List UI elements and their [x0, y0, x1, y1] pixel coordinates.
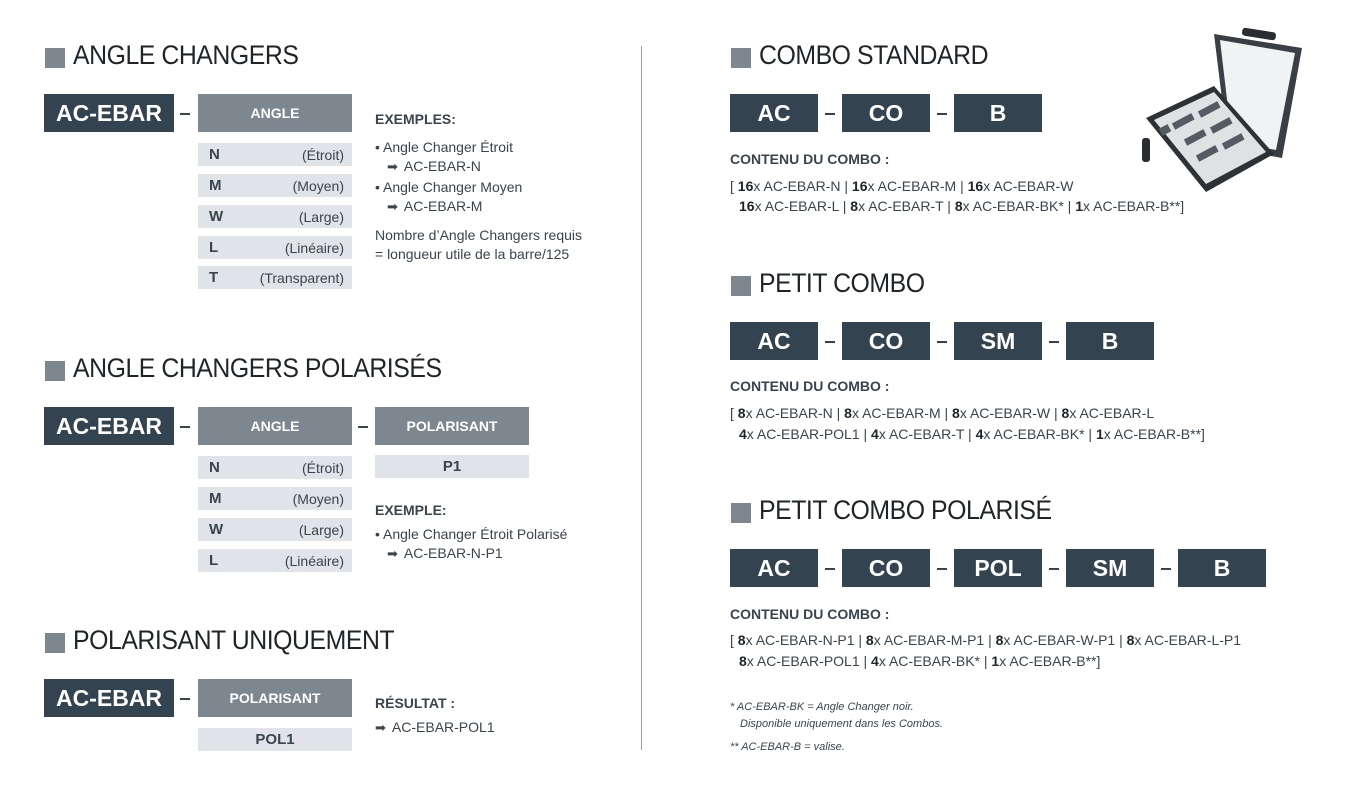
combo-part-b: B: [1066, 322, 1154, 360]
result-code: ➡ AC-EBAR-POL1: [375, 719, 495, 735]
combo-part-co: CO: [842, 94, 930, 132]
section-marker: [731, 276, 751, 296]
arrow-icon: ➡: [387, 159, 398, 174]
combo-part-ac: AC: [730, 322, 818, 360]
option-n: N (Étroit): [198, 143, 352, 166]
dash: [180, 426, 190, 428]
dash: [180, 698, 190, 700]
dash: [1161, 568, 1171, 570]
example-code: ➡ AC-EBAR-N-P1: [387, 545, 503, 561]
arrow-icon: ➡: [387, 199, 398, 214]
combo-part-co: CO: [842, 549, 930, 587]
combo-part-pol: POL: [954, 549, 1042, 587]
code-box-ac-ebar: AC-EBAR: [44, 679, 174, 717]
example-code: ➡ AC-EBAR-M: [387, 198, 483, 214]
section-marker: [45, 361, 65, 381]
combo-content-line: [ 16x AC-EBAR-N | 16x AC-EBAR-M | 16x AC-EBAR-W: [730, 178, 1074, 194]
dash: [825, 341, 835, 343]
option-m: M (Moyen): [198, 487, 352, 510]
section-title-petit-combo-polarise: PETIT COMBO POLARISÉ: [759, 495, 1052, 525]
arrow-icon: ➡: [375, 720, 386, 735]
code-box-ac-ebar: AC-EBAR: [44, 94, 174, 132]
example-text: • Angle Changer Étroit Polarisé: [375, 526, 568, 542]
combo-part-sm: SM: [954, 322, 1042, 360]
combo-part-b: B: [1178, 549, 1266, 587]
footnote: * AC-EBAR-BK = Angle Changer noir.: [730, 701, 914, 713]
combo-content-line: 4x AC-EBAR-POL1 | 4x AC-EBAR-T | 4x AC-EBAR-BK* | 1x AC-EBAR-B**]: [739, 426, 1205, 442]
result-label: RÉSULTAT :: [375, 695, 456, 711]
dash: [1049, 341, 1059, 343]
section-marker: [45, 633, 65, 653]
dash: [180, 113, 190, 115]
option-l: L (Linéaire): [198, 236, 352, 259]
example-label: EXEMPLE:: [375, 502, 447, 518]
section-title-angle-changers: ANGLE CHANGERS: [73, 40, 299, 70]
note-text: = longueur utile de la barre/125: [375, 246, 570, 262]
dash: [937, 568, 947, 570]
option-p1: P1: [375, 455, 529, 478]
combo-content-line: 16x AC-EBAR-L | 8x AC-EBAR-T | 8x AC-EBAR-BK* | 1x AC-EBAR-B**]: [739, 198, 1185, 214]
param-box-polarisant: POLARISANT: [375, 407, 529, 445]
section-title-petit-combo: PETIT COMBO: [759, 268, 925, 298]
carrying-case-illustration: [1142, 26, 1307, 194]
combo-part-sm: SM: [1066, 549, 1154, 587]
param-box-polarisant: POLARISANT: [198, 679, 352, 717]
example-text: • Angle Changer Moyen: [375, 179, 523, 195]
code-box-ac-ebar: AC-EBAR: [44, 407, 174, 445]
section-marker: [731, 48, 751, 68]
option-n: N (Étroit): [198, 456, 352, 479]
combo-part-ac: AC: [730, 94, 818, 132]
footnote: ** AC-EBAR-B = valise.: [730, 741, 845, 753]
option-w: W (Large): [198, 518, 352, 541]
combo-content-line: [ 8x AC-EBAR-N | 8x AC-EBAR-M | 8x AC-EBAR-W | 8x AC-EBAR-L: [730, 405, 1155, 421]
dash: [358, 426, 368, 428]
option-m: M (Moyen): [198, 174, 352, 197]
param-box-angle: ANGLE: [198, 407, 352, 445]
combo-content-label: CONTENU DU COMBO :: [730, 151, 890, 167]
examples-label: EXEMPLES:: [375, 111, 456, 127]
footnote: Disponible uniquement dans les Combos.: [740, 718, 944, 730]
combo-part-b: B: [954, 94, 1042, 132]
dash: [937, 341, 947, 343]
combo-content-label: CONTENU DU COMBO :: [730, 378, 890, 394]
dash: [937, 113, 947, 115]
combo-content-line: [ 8x AC-EBAR-N-P1 | 8x AC-EBAR-M-P1 | 8x AC-EBAR-W-P1 | 8x AC-EBAR-L-P1: [730, 632, 1242, 648]
section-title-polarisant: POLARISANT UNIQUEMENT: [73, 625, 395, 655]
example-code: ➡ AC-EBAR-N: [387, 158, 481, 174]
dash: [1049, 568, 1059, 570]
dash: [825, 568, 835, 570]
combo-content-line: 8x AC-EBAR-POL1 | 4x AC-EBAR-BK* | 1x AC-EBAR-B**]: [739, 653, 1101, 669]
combo-part-co: CO: [842, 322, 930, 360]
example-text: • Angle Changer Étroit: [375, 139, 513, 155]
note-text: Nombre d’Angle Changers requis: [375, 227, 582, 243]
section-marker: [45, 48, 65, 68]
arrow-icon: ➡: [387, 546, 398, 561]
option-w: W (Large): [198, 205, 352, 228]
combo-content-label: CONTENU DU COMBO :: [730, 606, 890, 622]
column-divider: [641, 46, 642, 750]
combo-part-ac: AC: [730, 549, 818, 587]
param-box-angle: ANGLE: [198, 94, 352, 132]
option-l: L (Linéaire): [198, 549, 352, 572]
option-t: T (Transparent): [198, 266, 352, 289]
section-marker: [731, 503, 751, 523]
option-pol1: POL1: [198, 728, 352, 751]
dash: [825, 113, 835, 115]
section-title-polarises: ANGLE CHANGERS POLARISÉS: [73, 353, 442, 383]
section-title-combo-standard: COMBO STANDARD: [759, 40, 989, 70]
